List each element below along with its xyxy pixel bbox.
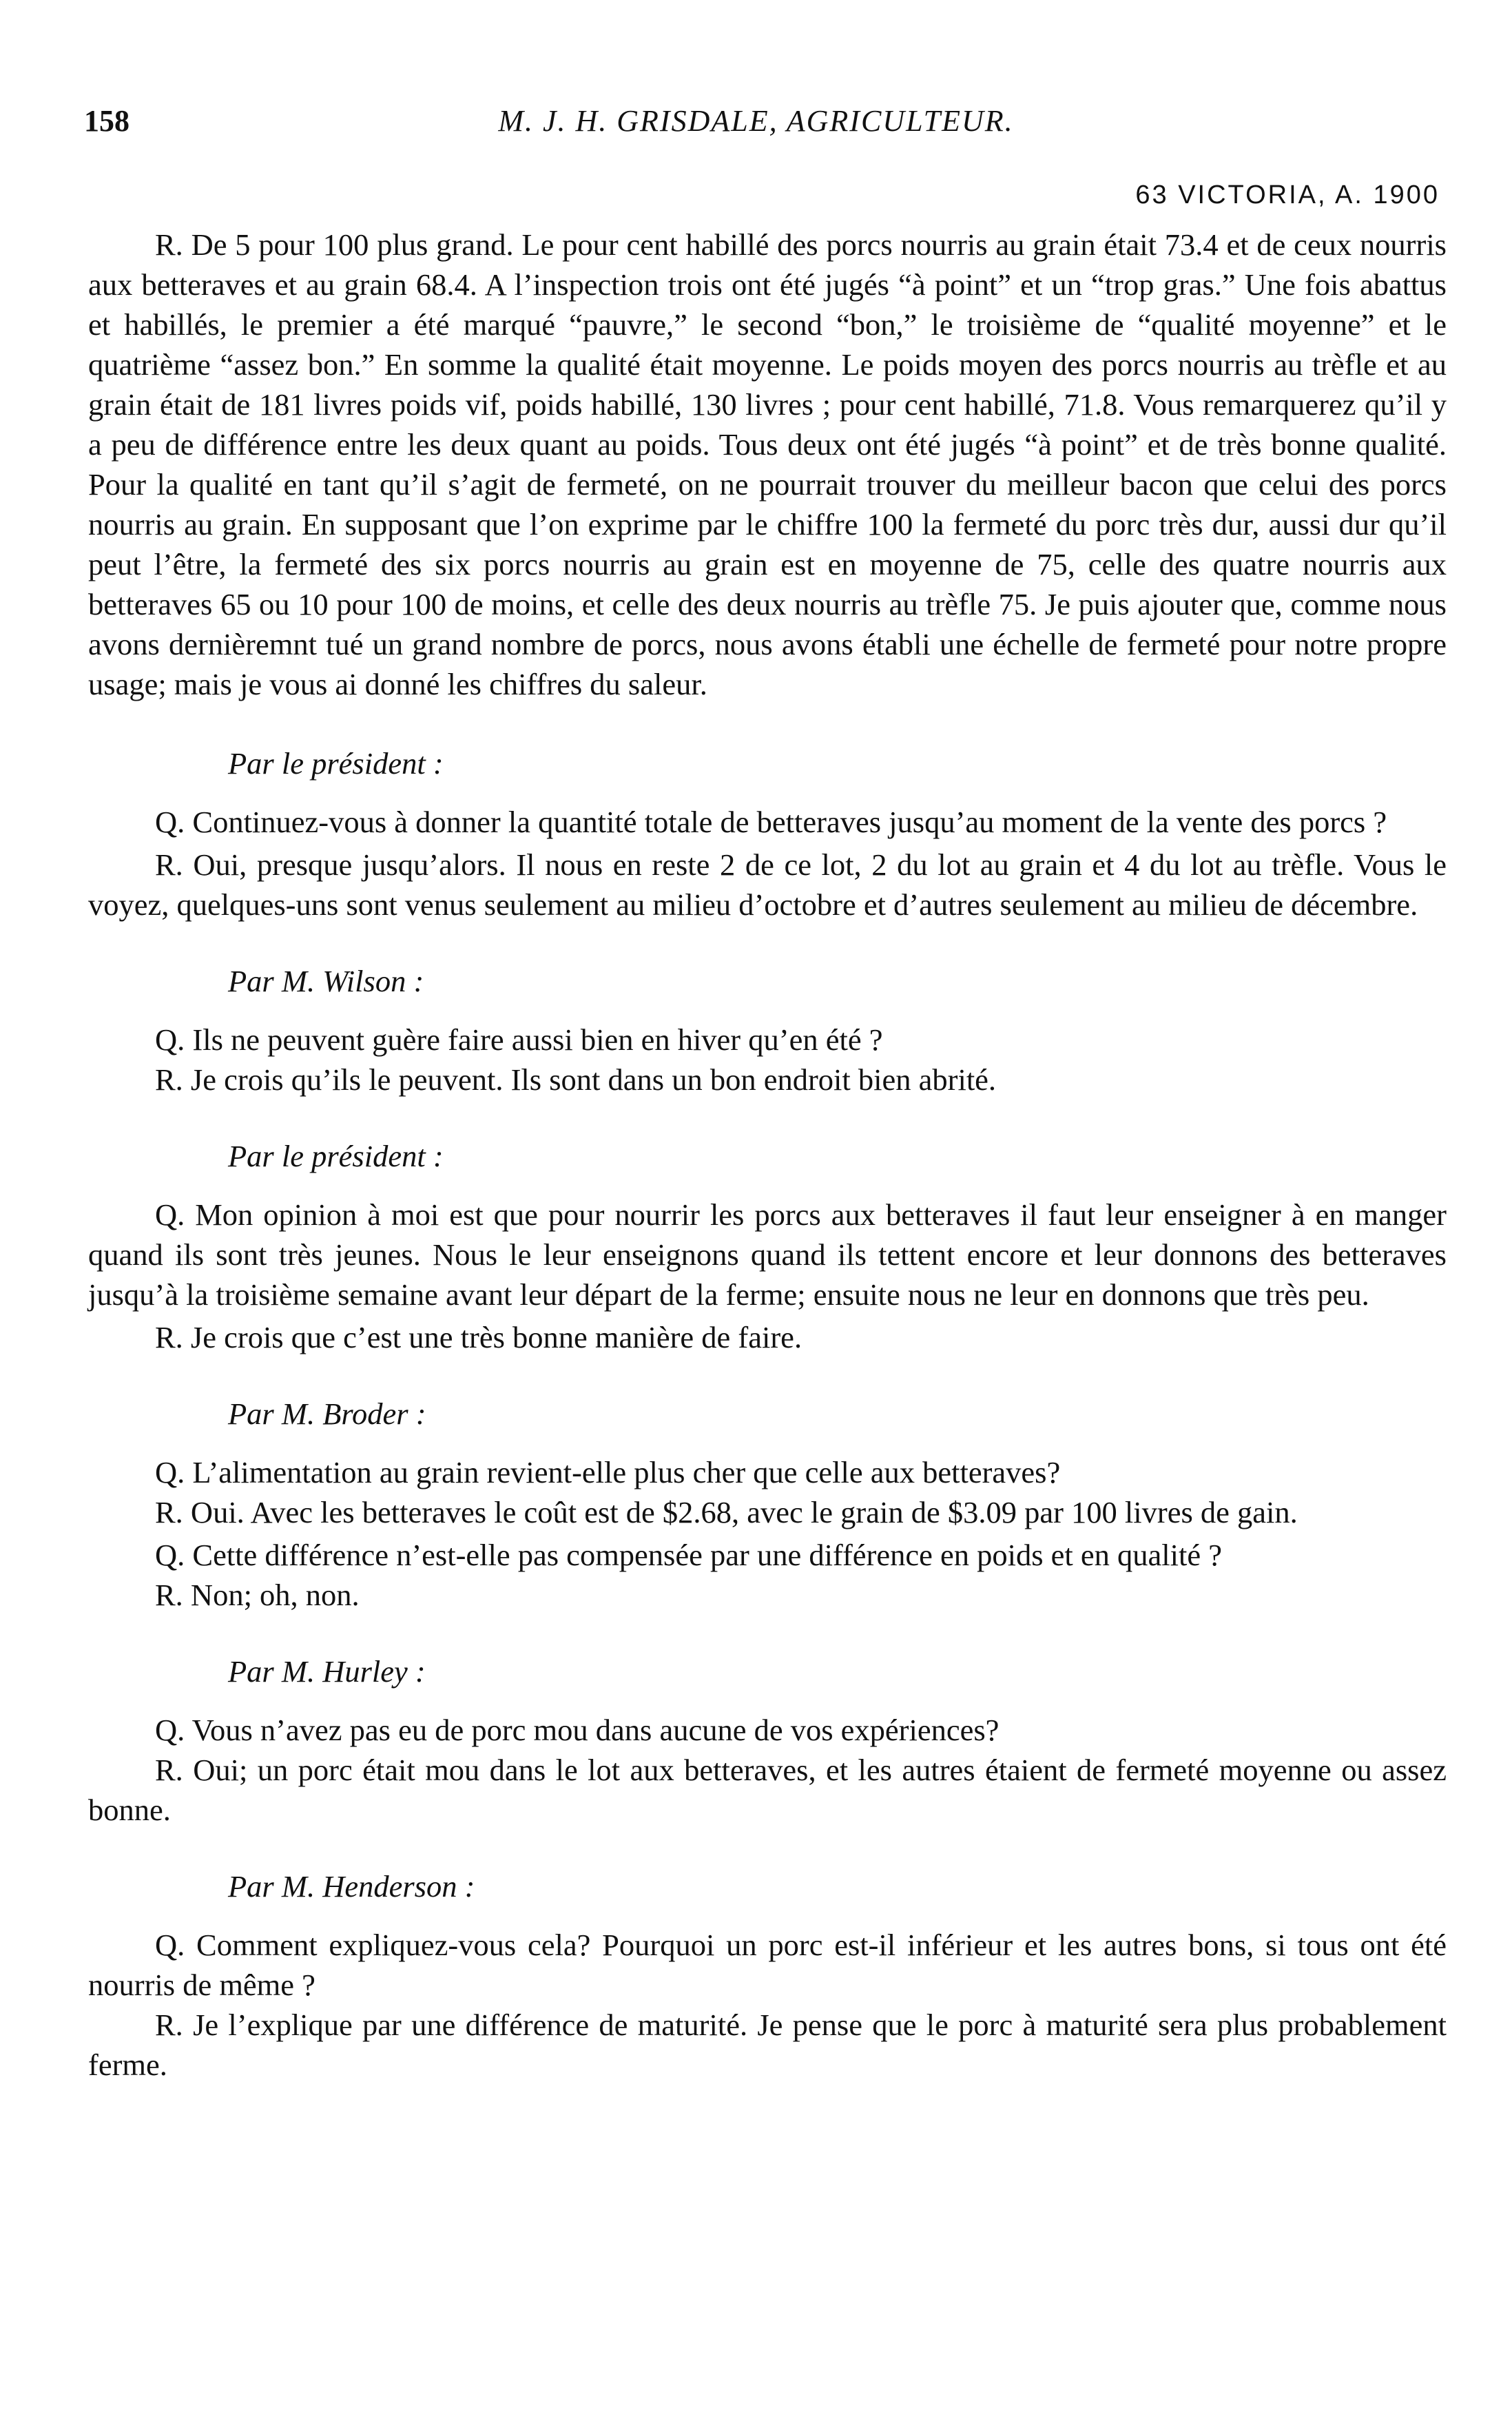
answer-paragraph: R. Oui, presque jusqu’alors. Il nous en reste 2 de ce lot, 2 du lot au grain et 4 du lot au trèfle. Vous le voyez, quelques-uns sont venus seulement au milieu d’octobre et d’autres seulement au milieu de décembre. — [88, 847, 1447, 922]
answer-paragraph: R. Je l’explique par une différence de maturité. Je pense que le porc à maturité sera plus probablement ferme. — [88, 2008, 1447, 2082]
question-paragraph: Q. Ils ne peuvent guère faire aussi bien en hiver qu’en été ? — [155, 1022, 883, 1057]
speaker-heading: Par M. Wilson : — [228, 964, 424, 998]
question-paragraph: Q. Comment expliquez-vous cela? Pourquoi un porc est-il inférieur et les autres bons, si tous ont été nourris de même ? — [88, 1928, 1447, 2002]
speaker-heading: Par M. Henderson : — [228, 1869, 475, 1904]
speaker-heading: Par M. Hurley : — [228, 1654, 426, 1689]
running-title: M. J. H. GRISDALE, AGRICULTEUR. — [498, 104, 1014, 138]
answer-paragraph: R. Oui. Avec les betteraves le coût est de $2.68, avec le grain de $3.09 par 100 livres de gain. — [155, 1495, 1298, 1529]
page-number: 158 — [84, 104, 130, 138]
question-paragraph: Q. L’alimentation au grain revient-elle plus cher que celle aux betteraves? — [155, 1455, 1061, 1489]
answer-paragraph: R. Non; oh, non. — [155, 1578, 360, 1612]
question-paragraph: Q. Cette différence n’est-elle pas compensée par une différence en poids et en qualité ? — [155, 1538, 1222, 1572]
speaker-heading: Par le président : — [228, 746, 444, 781]
answer-paragraph: R. Je crois qu’ils le peuvent. Ils sont dans un bon endroit bien abrité. — [155, 1062, 997, 1097]
speaker-heading: Par M. Broder : — [228, 1396, 426, 1431]
session-label: 63 VICTORIA, A. 1900 — [1135, 181, 1440, 209]
question-paragraph: Q. Mon opinion à moi est que pour nourrir les porcs aux betteraves il faut leur enseigner à en manger quand ils sont très jeunes. Nous le leur enseignons quand ils tettent encore et leur donnons des betteraves jusqu’à la troisième semaine avant leur départ de la ferme; ensuite nous ne leur en donnons que très peu. — [88, 1197, 1447, 1312]
answer-paragraph: R. De 5 pour 100 plus grand. Le pour cent habillé des porcs nourris au grain était 73.4 et de ceux nourris aux betteraves et au grain 68.4. A l’inspection trois ont été jugés “à point” et un “trop gras.” Une fois abattus et habillés, le premier a été marqué “pauvre,” le second “bon,” le troisième de “qualité moyenne” et le quatrième “assez bon.” En somme la qualité était moyenne. Le poids moyen des porcs nourris au trèfle et au grain était de 181 livres poids vif, poids habillé, 130 livres ; pour cent habillé, 71.8. Vous remarquerez qu’il y a peu de différence entre les deux quant au poids. Tous deux ont été jugés “à point” et de très bonne qualité. Pour la qualité en tant qu’il s’agit de fermeté, on ne pourrait trouver du meilleur bacon que celui des porcs nourris au grain. En supposant que l’on exprime par le chiffre 100 la fermeté du porc très dur, aussi dur qu’il peut l’être, la fermeté des six porcs nourris au grain est en moyenne de 75, celle des quatre nourris aux betteraves 65 ou 10 pour 100 de moins, et celle des deux nourris au trèfle 75. Je puis ajouter que, comme nous avons dernièremnt tué un grand nombre de porcs, nous avons établi une échelle de fermeté pour notre propre usage; mais je vous ai donné les chiffres du saleur. — [88, 227, 1447, 701]
question-paragraph: Q. Vous n’avez pas eu de porc mou dans aucune de vos expériences? — [155, 1713, 1000, 1747]
page-body — [88, 225, 1447, 2085]
speaker-heading: Par le président : — [228, 1139, 444, 1173]
answer-paragraph: R. Je crois que c’est une très bonne manière de faire. — [155, 1320, 802, 1354]
question-paragraph: Q. Continuez-vous à donner la quantité totale de betteraves jusqu’au moment de la vente des porcs ? — [155, 805, 1387, 839]
answer-paragraph: R. Oui; un porc était mou dans le lot aux betteraves, et les autres étaient de fermeté moyenne ou assez bonne. — [88, 1753, 1447, 1827]
